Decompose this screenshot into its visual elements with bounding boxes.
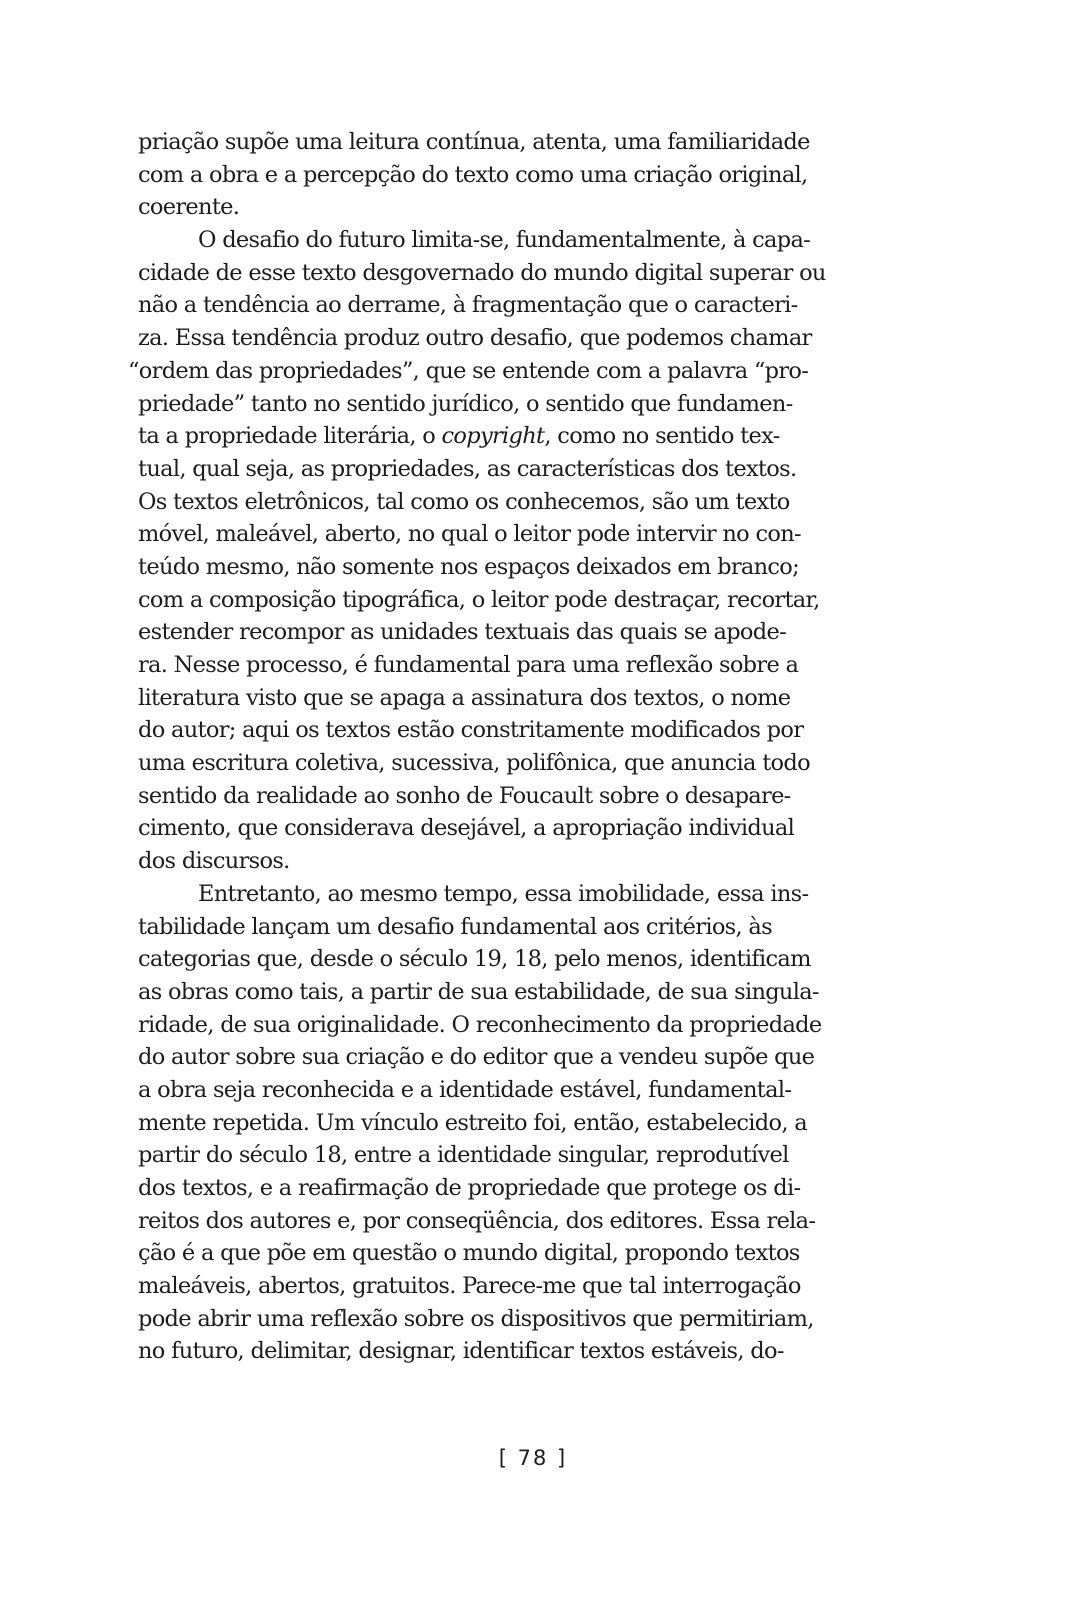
text-line: do autor; aqui os textos estão constritamente modificados por xyxy=(138,717,804,744)
text-line: priação supõe uma leitura contínua, atenta, uma familiaridade xyxy=(138,129,810,155)
text-line: literatura visto que se apaga a assinatura dos textos, o nome xyxy=(138,684,791,711)
text-line: partir do século 18, entre a identidade singular, reprodutível xyxy=(138,1142,789,1169)
text-line: com a obra e a percepção do texto como uma criação original, xyxy=(138,161,808,188)
body-text xyxy=(128,126,928,1368)
text-line: tual, qual seja, as propriedades, as características dos textos. xyxy=(138,455,797,482)
text-line: ção é a que põe em questão o mundo digital, propondo textos xyxy=(138,1240,800,1267)
text-line: ra. Nesse processo, é fundamental para uma reflexão sobre a xyxy=(138,652,799,678)
text-line: pode abrir uma reflexão sobre os dispositivos que permitiriam, xyxy=(138,1305,814,1332)
italic-term: copyright xyxy=(441,423,545,450)
text-line: cidade de esse texto desgovernado do mundo digital superar ou xyxy=(138,259,826,286)
text-line: cimento, que considerava desejável, a apropriação individual xyxy=(138,815,795,842)
text-line: a obra seja reconhecida e a identidade estável, fundamental- xyxy=(138,1076,792,1103)
text-line: uma escritura coletiva, sucessiva, polifônica, que anuncia todo xyxy=(138,750,810,777)
text-segment: ta a propriedade literária, o xyxy=(138,423,442,450)
text-line-with-italic xyxy=(138,420,928,453)
text-line: sentido da realidade ao sonho de Foucault sobre o desapare- xyxy=(138,782,791,809)
text-line: Os textos eletrônicos, tal como os conhecemos, são um texto xyxy=(138,488,790,515)
paragraph-start-line: Entretanto, ao mesmo tempo, essa imobilidade, essa ins- xyxy=(198,880,809,907)
text-line: estender recompor as unidades textuais das quais se apode- xyxy=(138,619,786,646)
text-line: “ordem das propriedades”, que se entende com a palavra “pro- xyxy=(128,357,809,384)
text-line: ridade, de sua originalidade. O reconhecimento da propriedade xyxy=(138,1011,822,1038)
text-line: dos discursos. xyxy=(138,848,290,875)
text-line: tabilidade lançam um desafio fundamental aos critérios, às xyxy=(138,913,772,940)
text-line: teúdo mesmo, não somente nos espaços deixados em branco; xyxy=(138,553,800,580)
text-line: coerente. xyxy=(138,194,240,221)
text-line: as obras como tais, a partir de sua estabilidade, de sua singula- xyxy=(138,978,819,1005)
text-line: reitos dos autores e, por conseqüência, dos editores. Essa rela- xyxy=(138,1207,816,1234)
text-line: maleáveis, abertos, gratuitos. Parece-me que tal interrogação xyxy=(138,1273,801,1300)
text-line: mente repetida. Um vínculo estreito foi, então, estabelecido, a xyxy=(138,1109,807,1136)
paragraph-start-line: O desafio do futuro limita-se, fundamentalmente, à capa- xyxy=(198,227,811,254)
text-segment: , como no sentido tex- xyxy=(544,423,780,450)
page-number: [ 78 ] xyxy=(498,1446,568,1470)
text-line: priedade” tanto no sentido jurídico, o sentido que fundamen- xyxy=(138,390,793,417)
text-line: com a composição tipográfica, o leitor pode destraçar, recortar, xyxy=(138,586,820,613)
text-line: móvel, maleável, aberto, no qual o leitor pode intervir no con- xyxy=(138,521,801,548)
text-line: do autor sobre sua criação e do editor que a vendeu supõe que xyxy=(138,1044,815,1071)
text-line: no futuro, delimitar, designar, identificar textos estáveis, do- xyxy=(138,1338,784,1365)
text-line: categorias que, desde o século 19, 18, pelo menos, identificam xyxy=(138,946,811,973)
text-line: za. Essa tendência produz outro desafio, que podemos chamar xyxy=(138,325,812,352)
text-line: não a tendência ao derrame, à fragmentação que o caracteri- xyxy=(138,292,798,319)
text-line: dos textos, e a reafirmação de propriedade que protege os di- xyxy=(138,1175,801,1201)
